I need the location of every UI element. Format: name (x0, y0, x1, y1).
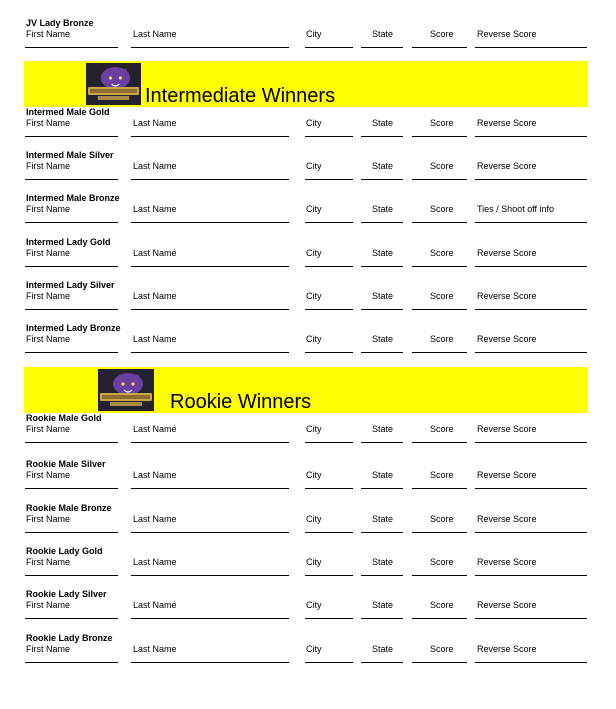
first-name-label: First Name (26, 644, 71, 654)
last-name-label: Last Name (133, 29, 177, 39)
reverse-score-field[interactable] (475, 442, 587, 443)
reverse-score-label: Reverse Score (477, 514, 537, 524)
city-label: City (306, 334, 322, 344)
state-label: State (372, 29, 394, 39)
last-name-label: Last Name (133, 600, 177, 610)
last-name-field[interactable] (131, 442, 289, 443)
state-label: State (372, 291, 394, 301)
first-name-label: First Name (26, 29, 71, 39)
rookie-banner (24, 367, 588, 413)
category-label: Intermed Lady Gold (26, 237, 111, 247)
category-label: Rookie Male Silver (26, 459, 106, 469)
ties-shoot-off-label: Ties / Shoot off info (477, 204, 555, 214)
reverse-score-label: Reverse Score (477, 161, 537, 171)
last-name-label: Last Name (133, 291, 177, 301)
city-field[interactable] (305, 136, 353, 137)
first-name-field[interactable] (25, 442, 118, 443)
score-label: Score (430, 514, 454, 524)
state-field[interactable] (361, 618, 403, 619)
first-name-label: First Name (26, 600, 71, 610)
last-name-label: Last Name (133, 514, 177, 524)
score-label: Score (430, 470, 454, 480)
city-label: City (306, 470, 322, 480)
state-field[interactable] (361, 352, 403, 353)
intermediate-banner (24, 61, 588, 107)
first-name-label: First Name (26, 161, 71, 171)
city-field[interactable] (305, 618, 353, 619)
state-label: State (372, 204, 394, 214)
winner-entry (0, 237, 616, 281)
city-label: City (306, 161, 322, 171)
category-label: Rookie Male Bronze (26, 503, 112, 513)
category-label: Intermed Male Silver (26, 150, 114, 160)
score-field[interactable] (412, 136, 467, 137)
first-name-field[interactable] (25, 222, 118, 223)
winner-entry (0, 107, 616, 151)
score-label: Score (430, 644, 454, 654)
score-label: Score (430, 248, 454, 258)
category-label: Intermed Male Bronze (26, 193, 120, 203)
reverse-score-label: Reverse Score (477, 29, 537, 39)
reverse-score-field[interactable] (475, 136, 587, 137)
winner-entry (0, 546, 616, 590)
reverse-score-label: Reverse Score (477, 600, 537, 610)
first-name-field[interactable] (25, 179, 118, 180)
winner-entry (0, 18, 616, 62)
score-field[interactable] (412, 352, 467, 353)
reverse-score-field[interactable] (475, 352, 587, 353)
first-name-label: First Name (26, 514, 71, 524)
state-label: State (372, 248, 394, 258)
category-label: Rookie Male Gold (26, 413, 102, 423)
score-field[interactable] (412, 618, 467, 619)
reverse-score-label: Reverse Score (477, 470, 537, 480)
last-name-field[interactable] (131, 222, 289, 223)
city-field[interactable] (305, 47, 353, 48)
first-name-label: First Name (26, 557, 71, 567)
winner-entry (0, 150, 616, 194)
reverse-score-label: Reverse Score (477, 424, 537, 434)
last-name-label: Last Name (133, 334, 177, 344)
first-name-field[interactable] (25, 532, 118, 533)
category-label: JV Lady Bronze (26, 18, 94, 28)
state-field[interactable] (361, 136, 403, 137)
city-label: City (306, 644, 322, 654)
reverse-score-field[interactable] (475, 309, 587, 310)
first-name-field[interactable] (25, 488, 118, 489)
city-label: City (306, 29, 322, 39)
city-field[interactable] (305, 222, 353, 223)
reverse-score-field[interactable] (475, 47, 587, 48)
state-label: State (372, 118, 394, 128)
last-name-label: Last Name (133, 204, 177, 214)
score-field[interactable] (412, 179, 467, 180)
last-name-field[interactable] (131, 309, 289, 310)
category-label: Intermed Male Gold (26, 107, 110, 117)
city-label: City (306, 514, 322, 524)
reverse-score-label: Reverse Score (477, 248, 537, 258)
state-field[interactable] (361, 222, 403, 223)
first-name-label: First Name (26, 334, 71, 344)
last-name-label: Last Name (133, 557, 177, 567)
city-field[interactable] (305, 309, 353, 310)
last-name-label: Last Name (133, 248, 177, 258)
state-field[interactable] (361, 47, 403, 48)
state-label: State (372, 161, 394, 171)
category-label: Intermed Lady Silver (26, 280, 115, 290)
city-label: City (306, 557, 322, 567)
reverse-score-field[interactable] (475, 532, 587, 533)
score-label: Score (430, 29, 454, 39)
winner-entry (0, 193, 616, 237)
score-label: Score (430, 424, 454, 434)
category-label: Intermed Lady Bronze (26, 323, 121, 333)
score-label: Score (430, 118, 454, 128)
first-name-field[interactable] (25, 309, 118, 310)
reverse-score-field[interactable] (475, 222, 587, 223)
last-name-field[interactable] (131, 266, 289, 267)
winner-entry (0, 633, 616, 677)
score-field[interactable] (412, 47, 467, 48)
first-name-field[interactable] (25, 266, 118, 267)
category-label: Rookie Lady Bronze (26, 633, 113, 643)
category-label: Rookie Lady Silver (26, 589, 107, 599)
first-name-label: First Name (26, 248, 71, 258)
winner-entry (0, 503, 616, 547)
score-field[interactable] (412, 662, 467, 663)
city-label: City (306, 204, 322, 214)
category-label: Rookie Lady Gold (26, 546, 103, 556)
score-field[interactable] (412, 488, 467, 489)
state-label: State (372, 644, 394, 654)
reverse-score-label: Reverse Score (477, 557, 537, 567)
score-field[interactable] (412, 575, 467, 576)
city-label: City (306, 291, 322, 301)
reverse-score-label: Reverse Score (477, 644, 537, 654)
state-field[interactable] (361, 575, 403, 576)
reverse-score-field[interactable] (475, 266, 587, 267)
city-label: City (306, 118, 322, 128)
state-label: State (372, 424, 394, 434)
last-name-label: Last Name (133, 424, 177, 434)
first-name-label: First Name (26, 291, 71, 301)
state-field[interactable] (361, 266, 403, 267)
state-label: State (372, 334, 394, 344)
city-field[interactable] (305, 179, 353, 180)
reverse-score-field[interactable] (475, 662, 587, 663)
score-label: Score (430, 334, 454, 344)
winner-entry (0, 413, 616, 457)
first-name-label: First Name (26, 118, 71, 128)
first-name-label: First Name (26, 424, 71, 434)
panthers-logo-icon (98, 369, 154, 411)
reverse-score-field[interactable] (475, 488, 587, 489)
city-field[interactable] (305, 442, 353, 443)
winner-entry (0, 280, 616, 324)
first-name-field[interactable] (25, 662, 118, 663)
first-name-field[interactable] (25, 575, 118, 576)
last-name-field[interactable] (131, 352, 289, 353)
state-label: State (372, 557, 394, 567)
last-name-field[interactable] (131, 488, 289, 489)
last-name-label: Last Name (133, 644, 177, 654)
state-label: State (372, 514, 394, 524)
last-name-label: Last Name (133, 470, 177, 480)
city-label: City (306, 248, 322, 258)
rookie-title: Rookie Winners (170, 391, 312, 413)
first-name-field[interactable] (25, 352, 118, 353)
first-name-field[interactable] (25, 618, 118, 619)
city-field[interactable] (305, 662, 353, 663)
score-label: Score (430, 204, 454, 214)
first-name-label: First Name (26, 204, 71, 214)
state-field[interactable] (361, 662, 403, 663)
winner-entry (0, 323, 616, 367)
last-name-field[interactable] (131, 179, 289, 180)
score-field[interactable] (412, 309, 467, 310)
city-field[interactable] (305, 575, 353, 576)
last-name-label: Last Name (133, 161, 177, 171)
winner-entry (0, 589, 616, 633)
city-field[interactable] (305, 266, 353, 267)
score-field[interactable] (412, 222, 467, 223)
score-field[interactable] (412, 442, 467, 443)
score-label: Score (430, 161, 454, 171)
state-field[interactable] (361, 532, 403, 533)
first-name-field[interactable] (25, 136, 118, 137)
last-name-field[interactable] (131, 136, 289, 137)
city-field[interactable] (305, 488, 353, 489)
panthers-logo-icon (86, 63, 141, 105)
state-field[interactable] (361, 179, 403, 180)
score-label: Score (430, 291, 454, 301)
intermediate-title: Intermediate Winners (145, 85, 336, 107)
reverse-score-label: Reverse Score (477, 291, 537, 301)
first-name-field[interactable] (25, 47, 118, 48)
winner-entry (0, 459, 616, 503)
state-field[interactable] (361, 488, 403, 489)
reverse-score-field[interactable] (475, 179, 587, 180)
first-name-label: First Name (26, 470, 71, 480)
state-field[interactable] (361, 442, 403, 443)
city-field[interactable] (305, 352, 353, 353)
reverse-score-label: Reverse Score (477, 118, 537, 128)
city-label: City (306, 600, 322, 610)
last-name-field[interactable] (131, 575, 289, 576)
score-field[interactable] (412, 532, 467, 533)
city-field[interactable] (305, 532, 353, 533)
reverse-score-label: Reverse Score (477, 334, 537, 344)
state-label: State (372, 600, 394, 610)
score-label: Score (430, 600, 454, 610)
state-field[interactable] (361, 309, 403, 310)
last-name-field[interactable] (131, 47, 289, 48)
last-name-label: Last Name (133, 118, 177, 128)
city-label: City (306, 424, 322, 434)
state-label: State (372, 470, 394, 480)
reverse-score-field[interactable] (475, 618, 587, 619)
score-field[interactable] (412, 266, 467, 267)
last-name-field[interactable] (131, 532, 289, 533)
last-name-field[interactable] (131, 662, 289, 663)
reverse-score-field[interactable] (475, 575, 587, 576)
last-name-field[interactable] (131, 618, 289, 619)
score-label: Score (430, 557, 454, 567)
